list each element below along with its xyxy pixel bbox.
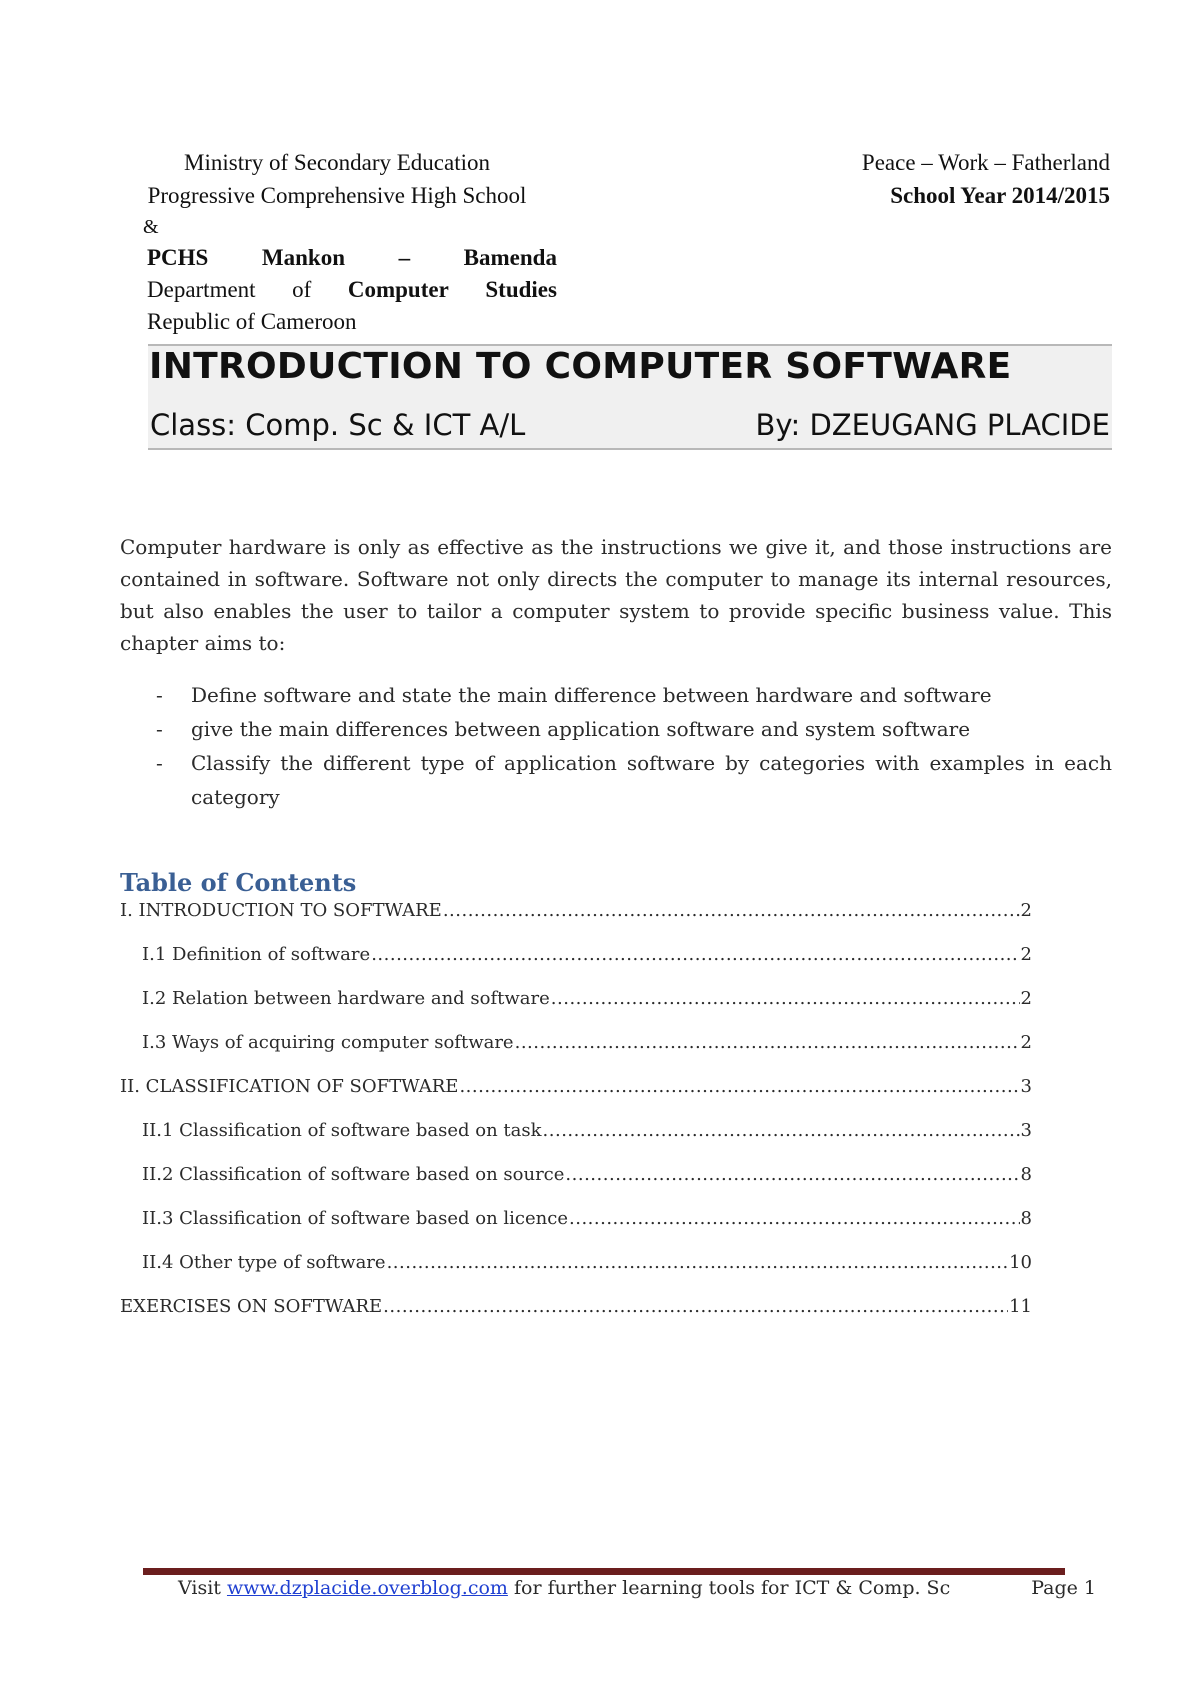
department-word: Department	[147, 277, 256, 302]
location-word: Bamenda	[463, 245, 557, 270]
toc-entry-page: 2	[1020, 944, 1032, 965]
location-word: –	[398, 245, 411, 270]
toc-entry-introduction[interactable]	[120, 900, 1032, 926]
toc-leader-dots	[515, 1032, 1020, 1053]
toc-leader-dots	[565, 1164, 1019, 1185]
toc-entry-page: 2	[1020, 988, 1032, 1009]
toc-heading: Table of Contents	[120, 868, 357, 897]
author-label: By: DZEUGANG PLACIDE	[755, 408, 1110, 442]
motto-line: Peace – Work – Fatherland	[861, 150, 1110, 175]
toc-entry-page: 8	[1020, 1164, 1032, 1185]
toc-entry-source[interactable]	[142, 1164, 1032, 1190]
school-year-line: School Year 2014/2015	[890, 183, 1110, 208]
toc-entry-label: I.2 Relation between hardware and software	[142, 988, 550, 1009]
toc-entry-task[interactable]	[142, 1120, 1032, 1146]
department-word: Studies	[485, 277, 557, 302]
toc-entry-page: 2	[1020, 900, 1032, 921]
toc-entry-label: I. INTRODUCTION TO SOFTWARE	[120, 900, 442, 921]
toc-entry-page: 3	[1020, 1076, 1032, 1097]
department-line	[117, 274, 557, 306]
republic-line: Republic of Cameroon	[147, 309, 357, 334]
toc-leader-dots	[551, 988, 1020, 1009]
department-word: Computer	[347, 277, 449, 302]
header-left-block	[117, 146, 557, 338]
toc-entry-page: 2	[1020, 1032, 1032, 1053]
footer-visit-text: Visit	[178, 1577, 227, 1599]
toc-entry-page: 11	[1009, 1296, 1032, 1317]
toc-entry-definition[interactable]	[142, 944, 1032, 970]
toc-entry-licence[interactable]	[142, 1208, 1032, 1234]
toc-leader-dots	[387, 1252, 1009, 1273]
toc-entry-label: I.3 Ways of acquiring computer software	[142, 1032, 514, 1053]
page-number: Page 1	[1031, 1577, 1096, 1599]
location-word: Mankon	[261, 245, 346, 270]
aim-text: give the main differences between application software and system software	[191, 717, 971, 741]
toc-entry-label: I.1 Definition of software	[142, 944, 371, 965]
department-word: of	[292, 277, 312, 302]
list-item	[120, 746, 1112, 814]
bullet-dash: -	[156, 683, 163, 707]
toc-entry-label: II. CLASSIFICATION OF SOFTWARE	[120, 1076, 459, 1097]
location-word: PCHS	[147, 245, 209, 270]
footer-tagline: for further learning tools for ICT & Comp. Sc	[507, 1577, 951, 1599]
toc-entry-page: 10	[1009, 1252, 1032, 1273]
aim-text: Classify the different type of application software by categories with examples in each category	[191, 751, 1112, 809]
aim-text: Define software and state the main difference between hardware and software	[191, 683, 992, 707]
page-footer	[178, 1577, 1096, 1599]
school-location-line	[117, 242, 557, 274]
toc-entry-other[interactable]	[142, 1252, 1032, 1278]
toc-entry-label: II.1 Classification of software based on task	[142, 1120, 542, 1141]
document-title: INTRODUCTION TO COMPUTER SOFTWARE	[149, 346, 1012, 387]
toc-leader-dots	[569, 1208, 1020, 1229]
toc-entry-acquiring[interactable]	[142, 1032, 1032, 1058]
bullet-dash: -	[156, 717, 163, 741]
header-right-block	[800, 146, 1110, 212]
ministry-line: Ministry of Secondary Education	[184, 150, 490, 175]
toc-leader-dots	[443, 900, 1020, 921]
list-item	[120, 712, 1112, 746]
toc-entry-exercises[interactable]	[120, 1296, 1032, 1322]
ampersand-line: &	[143, 216, 159, 238]
school-name-line: Progressive Comprehensive High School	[147, 183, 527, 208]
toc-entry-page: 8	[1020, 1208, 1032, 1229]
aims-list	[120, 678, 1112, 814]
toc-leader-dots	[371, 944, 1019, 965]
toc-entry-classification[interactable]	[120, 1076, 1032, 1102]
toc-leader-dots	[459, 1076, 1019, 1097]
footer-site-link[interactable]: www.dzplacide.overblog.com	[226, 1577, 508, 1599]
toc-leader-dots	[543, 1120, 1020, 1141]
class-label: Class: Comp. Sc & ICT A/L	[150, 408, 526, 442]
toc-entry-relation[interactable]	[142, 988, 1032, 1014]
toc-entry-page: 3	[1020, 1120, 1032, 1141]
toc-leader-dots	[383, 1296, 1008, 1317]
toc-entry-label: II.3 Classification of software based on licence	[142, 1208, 568, 1229]
toc-entry-label: EXERCISES ON SOFTWARE	[120, 1296, 383, 1317]
intro-paragraph: Computer hardware is only as effective as the instructions we give it, and those instructions are contained in software. Software not only directs the computer to manage its internal resources, but also enables the user to tailor a computer system to provide specific business value. This chapter aims to:	[120, 535, 1112, 655]
toc-entry-label: II.4 Other type of software	[142, 1252, 386, 1273]
toc-entry-label: II.2 Classification of software based on source	[142, 1164, 565, 1185]
list-item	[120, 678, 1112, 712]
bullet-dash: -	[156, 751, 163, 775]
footer-rule	[143, 1568, 1065, 1575]
